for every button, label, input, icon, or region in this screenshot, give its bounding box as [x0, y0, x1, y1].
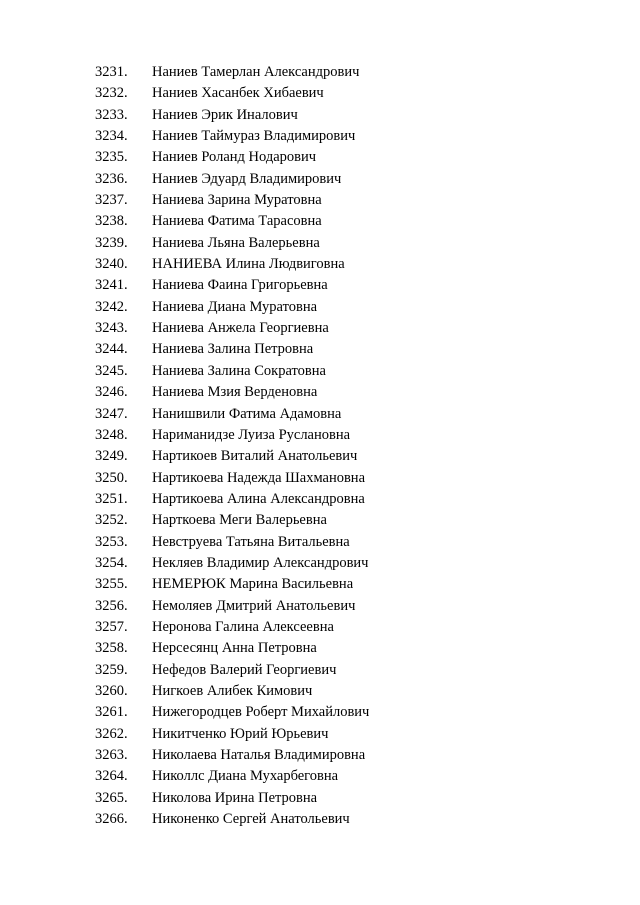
list-item	[0, 553, 640, 574]
entry-name: Николова Ирина Петровна	[152, 789, 318, 806]
entry-name: Неронова Галина Алексеевна	[152, 618, 334, 635]
entry-number: 3232.	[95, 85, 128, 102]
list-item	[0, 318, 640, 339]
name-list	[0, 62, 640, 830]
list-item	[0, 574, 640, 595]
entry-name: Нарткоева Меги Валерьевна	[152, 512, 327, 529]
entry-name: Нигкоев Алибек Кимович	[152, 682, 313, 699]
list-item	[0, 190, 640, 211]
entry-number: 3241.	[95, 277, 128, 294]
entry-name: Наниев Таймураз Владимирович	[152, 128, 356, 145]
entry-number: 3257.	[95, 618, 128, 635]
entry-name: Наниева Льяна Валерьевна	[152, 234, 320, 251]
entry-number: 3231.	[95, 64, 128, 80]
entry-name: Никоненко Сергей Анатольевич	[152, 811, 350, 828]
entry-number: 3236.	[95, 170, 128, 187]
entry-name: НАНИЕВА Илина Людвиговна	[152, 256, 345, 273]
list-item	[0, 468, 640, 489]
entry-number: 3246.	[95, 384, 128, 401]
list-item	[0, 788, 640, 809]
entry-name: Наниева Мзия Верденовна	[152, 384, 318, 401]
list-item	[0, 489, 640, 510]
entry-name: Наниева Зарина Муратовна	[152, 192, 322, 209]
list-item	[0, 532, 640, 553]
entry-name: НЕМЕРЮК Марина Васильевна	[152, 576, 354, 593]
entry-name: Наниев Роланд Нодарович	[152, 149, 317, 166]
list-item	[0, 404, 640, 425]
list-item	[0, 382, 640, 403]
list-item	[0, 169, 640, 190]
entry-number: 3261.	[95, 704, 128, 721]
list-item	[0, 275, 640, 296]
entry-number: 3237.	[95, 192, 128, 209]
entry-name: Николаева Наталья Владимировна	[152, 747, 366, 763]
entry-name: Нанишвили Фатима Адамовна	[152, 405, 342, 422]
list-item	[0, 211, 640, 232]
entry-number: 3249.	[95, 448, 128, 465]
list-item	[0, 660, 640, 681]
entry-name: Немоляев Дмитрий Анатольевич	[152, 597, 356, 614]
list-item	[0, 233, 640, 254]
list-item	[0, 809, 640, 830]
entry-number: 3245.	[95, 362, 128, 379]
list-item	[0, 617, 640, 638]
entry-number: 3243.	[95, 320, 128, 337]
entry-name: Нерсесянц Анна Петровна	[152, 640, 317, 657]
entry-name: Нартикоева Надежда Шахмановна	[152, 469, 366, 486]
entry-number: 3256.	[95, 597, 128, 614]
list-item	[0, 339, 640, 360]
list-item	[0, 702, 640, 723]
entry-number: 3253.	[95, 533, 128, 550]
entry-number: 3235.	[95, 149, 128, 166]
list-item	[0, 766, 640, 787]
entry-number: 3234.	[95, 128, 128, 145]
entry-name: Наниев Эдуард Владимирович	[152, 170, 342, 187]
entry-number: 3244.	[95, 341, 128, 358]
entry-name: Некляев Владимир Александрович	[152, 554, 369, 571]
entry-name: Нартикоева Алина Александровна	[152, 490, 365, 507]
list-item	[0, 745, 640, 766]
entry-number: 3242.	[95, 298, 128, 315]
entry-number: 3247.	[95, 405, 128, 422]
entry-name: Нартикоев Виталий Анатольевич	[152, 448, 358, 465]
list-item	[0, 510, 640, 531]
entry-number: 3240.	[95, 256, 128, 273]
list-item	[0, 105, 640, 126]
entry-number: 3264.	[95, 768, 128, 785]
entry-name: Нефедов Валерий Георгиевич	[152, 661, 337, 678]
entry-name: Никитченко Юрий Юрьевич	[152, 725, 329, 742]
entry-name: Нижегородцев Роберт Михайлович	[152, 704, 370, 721]
list-item	[0, 254, 640, 275]
list-item	[0, 62, 640, 83]
entry-name: Николлс Диана Мухарбеговна	[152, 768, 339, 785]
list-item	[0, 425, 640, 446]
list-item	[0, 126, 640, 147]
entry-number: 3252.	[95, 512, 128, 529]
entry-number: 3250.	[95, 469, 128, 486]
entry-name: Наниева Анжела Георгиевна	[152, 320, 329, 337]
entry-number: 3259.	[95, 661, 128, 678]
entry-name: Наниев Тамерлан Александрович	[152, 64, 360, 80]
list-item	[0, 681, 640, 702]
entry-number: 3255.	[95, 576, 128, 593]
entry-name: Наниева Фаина Григорьевна	[152, 277, 328, 294]
entry-name: Наниева Залина Петровна	[152, 341, 314, 358]
entry-number: 3260.	[95, 682, 128, 699]
entry-number: 3266.	[95, 811, 128, 828]
list-item	[0, 446, 640, 467]
entry-name: Наниева Диана Муратовна	[152, 298, 318, 315]
entry-number: 3239.	[95, 234, 128, 251]
entry-number: 3251.	[95, 490, 128, 507]
list-item	[0, 638, 640, 659]
entry-name: Наниева Залина Сократовна	[152, 362, 326, 379]
entry-number: 3248.	[95, 426, 128, 443]
list-item	[0, 83, 640, 104]
list-item	[0, 596, 640, 617]
entry-number: 3262.	[95, 725, 128, 742]
entry-number: 3265.	[95, 789, 128, 806]
entry-number: 3258.	[95, 640, 128, 657]
entry-name: Наниев Эрик Иналович	[152, 106, 298, 123]
list-item	[0, 361, 640, 382]
list-item	[0, 147, 640, 168]
entry-number: 3263.	[95, 747, 128, 763]
entry-name: Наниев Хасанбек Хибаевич	[152, 85, 324, 102]
list-item	[0, 724, 640, 745]
entry-name: Нариманидзе Луиза Руслановна	[152, 426, 351, 443]
entry-name: Невструева Татьяна Витальевна	[152, 533, 350, 550]
list-item	[0, 297, 640, 318]
entry-name: Наниева Фатима Тарасовна	[152, 213, 322, 230]
entry-number: 3233.	[95, 106, 128, 123]
entry-number: 3254.	[95, 554, 128, 571]
entry-number: 3238.	[95, 213, 128, 230]
